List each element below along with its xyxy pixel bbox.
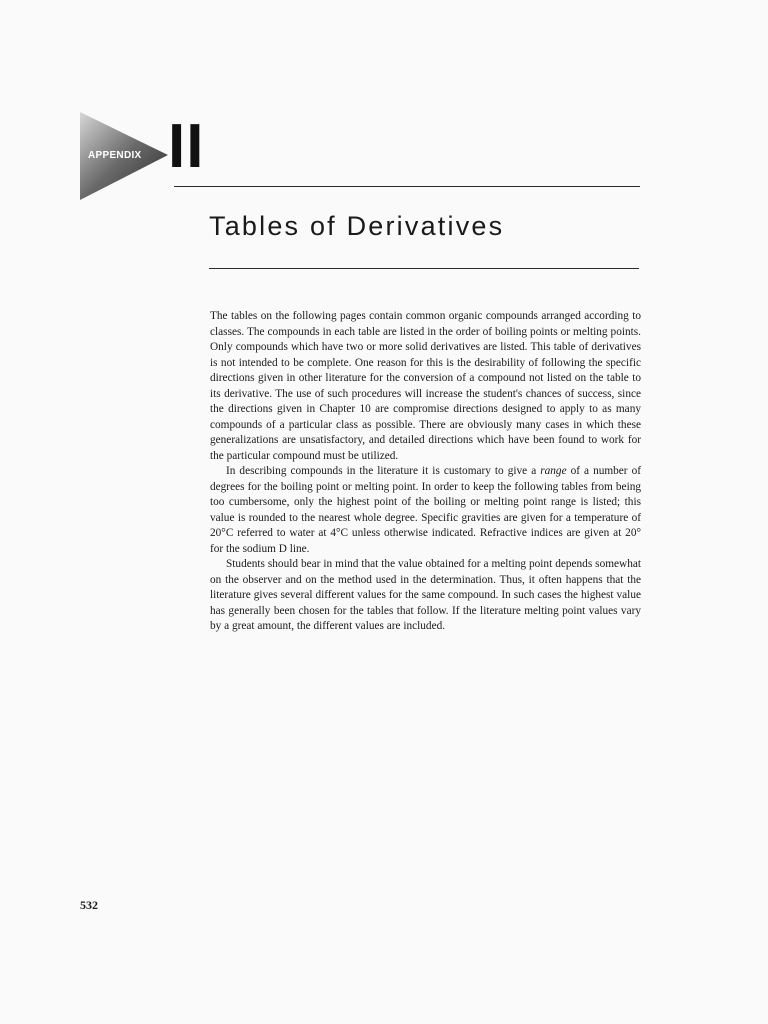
paragraph-text: In describing compounds in the literature it is customary to give a: [226, 465, 541, 477]
top-divider: [174, 186, 640, 187]
paragraph: [210, 464, 641, 557]
paragraph-text: Students should bear in mind that the value obtained for a melting point depends somewhat on the observer and on the method used in the determination. Thus, it often happens that the literature gives several different values for the same compound. In such cases the highest value has generally been chosen for the tables that follow. If the literature melting point values vary by a great amount, the different values are included.: [210, 558, 641, 632]
emphasis-text: range: [540, 465, 567, 477]
paragraph: [210, 557, 641, 635]
title-divider: [209, 268, 639, 269]
paragraph-text: The tables on the following pages contain common organic compounds arranged according to classes. The compounds in each table are listed in the order of boiling points or melting points. Only compounds which have two or more solid derivatives are listed. This table of derivatives is not intended to be complete. One reason for this is the desirability of following the specific directions given in other literature for the conversion of a compound not listed on the table to its derivative. The use of such procedures will increase the student's chances of success, since the directions given in Chapter 10 are compromise directions designed to apply to as many compounds of a particular class as possible. There are obviously many cases in which these generalizations are unsatisfactory, and detailed directions which have been found to work for the particular compound must be utilized.: [210, 310, 641, 462]
body-text: [210, 309, 641, 635]
appendix-label: APPENDIX: [88, 150, 142, 161]
page-number: 532: [80, 898, 98, 912]
appendix-numeral: II: [168, 112, 205, 181]
page-title: Tables of Derivatives: [209, 211, 505, 241]
appendix-badge: [80, 112, 172, 202]
paragraph: [210, 309, 641, 464]
paragraph-text: of a number of degrees for the boiling point or melting point. In order to keep the following tables from being too cumbersome, only the highest point of the boiling or melting point range is listed; this value is rounded to the nearest whole degree. Specific gravities are given for a temperature of 20°C referred to water at 4°C unless otherwise indicated. Refractive indices are given at 20° for the sodium D line.: [210, 465, 641, 555]
